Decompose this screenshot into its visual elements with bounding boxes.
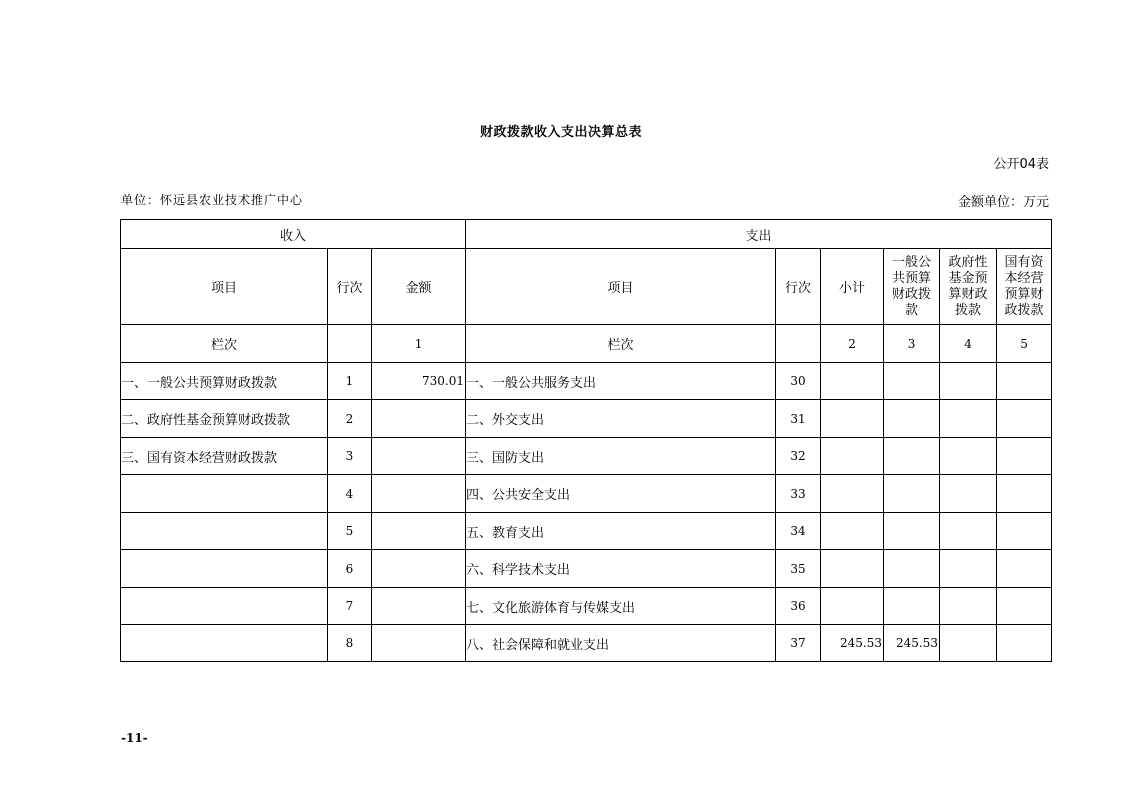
income-amount: [372, 438, 466, 475]
subtotal: [821, 363, 884, 400]
income-item: 三、国有资本经营财政拨款: [121, 438, 328, 475]
income-index-label: 栏次: [121, 325, 328, 363]
form-number: 公开04表: [993, 157, 1049, 172]
expense-item: 八、社会保障和就业支出: [466, 625, 776, 662]
state-capital-index: 5: [997, 325, 1052, 363]
expense-item: 五、教育支出: [466, 513, 776, 550]
general-budget: [884, 438, 940, 475]
table-row: [121, 475, 1052, 513]
col-subtotal: 小计: [821, 249, 884, 325]
table-row: [121, 588, 1052, 625]
general-budget: [884, 475, 940, 513]
general-budget: [884, 400, 940, 438]
table-row: [121, 438, 1052, 475]
money-unit: 金额单位：万元: [957, 195, 1049, 210]
income-item: [121, 588, 328, 625]
fund-budget: [940, 438, 997, 475]
expense-line: 35: [776, 550, 821, 588]
income-amount-index: 1: [372, 325, 466, 363]
expense-item: 三、国防支出: [466, 438, 776, 475]
income-item: 一、一般公共预算财政拨款: [121, 363, 328, 400]
income-line: 6: [328, 550, 372, 588]
expense-line-index: [776, 325, 821, 363]
income-amount: [372, 400, 466, 438]
general-budget: [884, 588, 940, 625]
col-fund-budget: 政府性基金预算财政拨款: [940, 249, 997, 325]
general-budget: 245.53: [884, 625, 940, 662]
fund-budget: [940, 588, 997, 625]
col-expense-line: 行次: [776, 249, 821, 325]
income-amount: [372, 550, 466, 588]
expense-index-label: 栏次: [466, 325, 776, 363]
income-item: [121, 625, 328, 662]
income-line: 1: [328, 363, 372, 400]
col-income-line: 行次: [328, 249, 372, 325]
state-capital: [997, 363, 1052, 400]
table-row: [121, 513, 1052, 550]
expense-item: 四、公共安全支出: [466, 475, 776, 513]
page-title: 财政拨款收入支出决算总表: [479, 125, 642, 140]
subtotal: [821, 513, 884, 550]
state-capital: [997, 475, 1052, 513]
table-row: [121, 625, 1052, 662]
table-row: [121, 363, 1052, 400]
general-budget-index: 3: [884, 325, 940, 363]
general-budget: [884, 363, 940, 400]
expense-header: 支出: [466, 220, 1052, 249]
expense-item: 六、科学技术支出: [466, 550, 776, 588]
income-item: [121, 550, 328, 588]
expense-item: 七、文化旅游体育与传媒支出: [466, 588, 776, 625]
subtotal: [821, 550, 884, 588]
section-header-row: [121, 220, 1052, 249]
income-line: 4: [328, 475, 372, 513]
income-line-index: [328, 325, 372, 363]
income-item: 二、政府性基金预算财政拨款: [121, 400, 328, 438]
state-capital: [997, 550, 1052, 588]
col-income-amount: 金额: [372, 249, 466, 325]
income-line: 7: [328, 588, 372, 625]
column-header-row: [121, 249, 1052, 325]
page-number: -11-: [121, 731, 148, 745]
subtotal-index: 2: [821, 325, 884, 363]
fund-budget: [940, 400, 997, 438]
column-index-row: [121, 325, 1052, 363]
income-amount: [372, 588, 466, 625]
income-line: 5: [328, 513, 372, 550]
fund-budget: [940, 513, 997, 550]
general-budget: [884, 550, 940, 588]
fund-budget: [940, 363, 997, 400]
expense-line: 32: [776, 438, 821, 475]
reporting-unit: 单位：怀远县农业技术推广中心: [121, 193, 304, 207]
income-amount: [372, 475, 466, 513]
expense-line: 34: [776, 513, 821, 550]
subtotal: [821, 400, 884, 438]
state-capital: [997, 513, 1052, 550]
expense-item: 二、外交支出: [466, 400, 776, 438]
col-general-budget: 一般公共预算财政拨款: [884, 249, 940, 325]
col-income-item: 项目: [121, 249, 328, 325]
state-capital: [997, 588, 1052, 625]
fund-budget: [940, 550, 997, 588]
subtotal: [821, 438, 884, 475]
table-row: [121, 400, 1052, 438]
income-item: [121, 475, 328, 513]
col-state-capital: 国有资本经营预算财政拨款: [997, 249, 1052, 325]
subtotal: 245.53: [821, 625, 884, 662]
state-capital: [997, 438, 1052, 475]
state-capital: [997, 625, 1052, 662]
income-amount: 730.01: [372, 363, 466, 400]
expense-line: 37: [776, 625, 821, 662]
income-amount: [372, 513, 466, 550]
col-expense-item: 项目: [466, 249, 776, 325]
income-header: 收入: [121, 220, 466, 249]
income-line: 2: [328, 400, 372, 438]
expense-item: 一、一般公共服务支出: [466, 363, 776, 400]
subtotal: [821, 588, 884, 625]
expense-line: 30: [776, 363, 821, 400]
expense-line: 33: [776, 475, 821, 513]
income-line: 3: [328, 438, 372, 475]
fund-budget: [940, 475, 997, 513]
income-item: [121, 513, 328, 550]
state-capital: [997, 400, 1052, 438]
table-row: [121, 550, 1052, 588]
general-budget: [884, 513, 940, 550]
subtotal: [821, 475, 884, 513]
fund-budget: [940, 625, 997, 662]
expense-line: 36: [776, 588, 821, 625]
income-amount: [372, 625, 466, 662]
budget-summary-table: [120, 219, 1052, 662]
income-line: 8: [328, 625, 372, 662]
fund-budget-index: 4: [940, 325, 997, 363]
expense-line: 31: [776, 400, 821, 438]
